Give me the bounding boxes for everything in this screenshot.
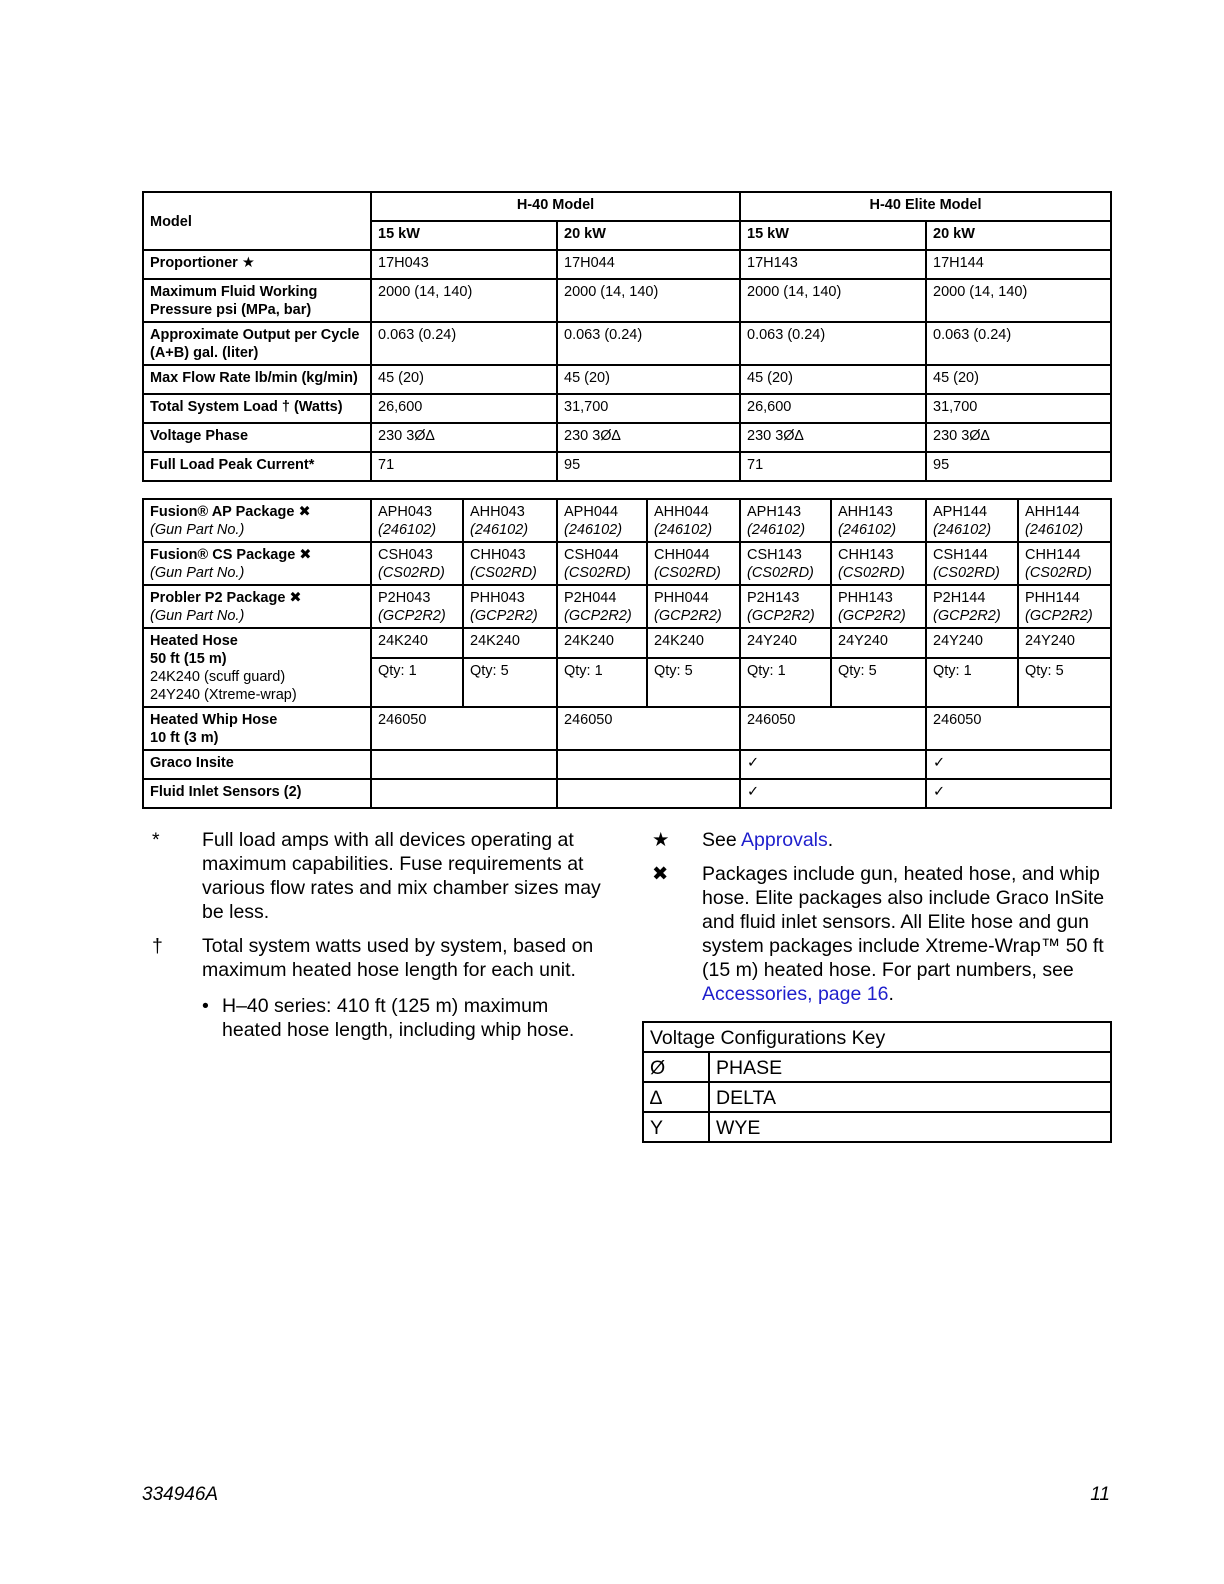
- footnote-packages: [642, 862, 1112, 1006]
- voltage-meaning: WYE: [709, 1112, 1111, 1142]
- voltage-phase-row: [143, 423, 1111, 452]
- cell: 17H043: [371, 250, 557, 279]
- graco-insite-row: [143, 750, 1111, 779]
- cell: APH143 (246102): [740, 499, 831, 542]
- cell: Qty: 1: [740, 658, 831, 707]
- h40-model-header: H-40 Model: [371, 192, 740, 221]
- cell: 24Y240: [740, 628, 831, 658]
- cell: APH044 (246102): [557, 499, 647, 542]
- cell: 26,600: [740, 394, 926, 423]
- dagger-symbol: †: [152, 935, 163, 957]
- accessories-link[interactable]: Accessories, page 16: [702, 983, 889, 1005]
- cell: P2H143 (GCP2R2): [740, 585, 831, 628]
- cell: PHH044 (GCP2R2): [647, 585, 740, 628]
- cell: 2000 (14, 140): [740, 279, 926, 322]
- cell: 2000 (14, 140): [371, 279, 557, 322]
- cell: AHH144 (246102): [1018, 499, 1111, 542]
- cell: [557, 779, 740, 808]
- cell: PHH144 (GCP2R2): [1018, 585, 1111, 628]
- row-label: Approximate Output per Cycle (A+B) gal. (liter): [143, 322, 371, 365]
- footnote-punctuation: .: [827, 829, 834, 851]
- row-label: Proportioner ★: [143, 250, 371, 279]
- row-label: Fusion® CS Package ✖ (Gun Part No.): [143, 542, 371, 585]
- power-header: 15 kW: [740, 221, 926, 250]
- check-cell: ✓: [926, 779, 1111, 808]
- cell: AHH143 (246102): [831, 499, 926, 542]
- footnote-bullet: [202, 994, 612, 1042]
- voltage-key-title-row: [643, 1022, 1111, 1052]
- cell: CSH143 (CS02RD): [740, 542, 831, 585]
- page-number: 11: [1090, 1484, 1110, 1505]
- footnote-text: Total system watts used by system, based on maximum heated hose length for each unit.: [202, 935, 594, 981]
- cell: 24K240: [647, 628, 740, 658]
- cell: CHH043 (CS02RD): [463, 542, 557, 585]
- cell: 17H144: [926, 250, 1111, 279]
- cell: 0.063 (0.24): [740, 322, 926, 365]
- cell: CHH044 (CS02RD): [647, 542, 740, 585]
- footnote-text: Packages include gun, heated hose, and whip hose. Elite packages also include Graco InSite and fluid inlet sensors. All Elite hose and gun system packages include Xtreme-Wrap™ 50 ft (15 m) heated hose. For part numbers, see: [702, 863, 1105, 981]
- cell: CSH043 (CS02RD): [371, 542, 463, 585]
- specifications-table: [142, 191, 1112, 482]
- max-pressure-row: [143, 279, 1111, 322]
- star-symbol: ★: [652, 829, 670, 851]
- cell: Qty: 1: [557, 658, 647, 707]
- cell: 230 3Ø∆: [557, 423, 740, 452]
- fusion-cs-row: [143, 542, 1111, 585]
- cell: AHH044 (246102): [647, 499, 740, 542]
- cell: 17H143: [740, 250, 926, 279]
- cell: CHH143 (CS02RD): [831, 542, 926, 585]
- row-label: Heated Whip Hose 10 ft (3 m): [143, 707, 371, 750]
- check-cell: ✓: [740, 779, 926, 808]
- cell: 230 3Ø∆: [371, 423, 557, 452]
- fusion-ap-row: [143, 499, 1111, 542]
- check-cell: ✓: [740, 750, 926, 779]
- cell: 246050: [371, 707, 557, 750]
- cell: 45 (20): [926, 365, 1111, 394]
- cell: 71: [371, 452, 557, 481]
- cell: CSH144 (CS02RD): [926, 542, 1018, 585]
- voltage-symbol: Y: [643, 1112, 709, 1142]
- cell: 24K240: [371, 628, 463, 658]
- cell: 0.063 (0.24): [371, 322, 557, 365]
- cell: Qty: 5: [647, 658, 740, 707]
- cell: 24K240: [557, 628, 647, 658]
- power-header: 20 kW: [926, 221, 1111, 250]
- cell: 26,600: [371, 394, 557, 423]
- cell: 246050: [926, 707, 1111, 750]
- bullet-text: H–40 series: 410 ft (125 m) maximum heated hose length, including whip hose.: [222, 995, 575, 1041]
- cell: 45 (20): [740, 365, 926, 394]
- power-header: 20 kW: [557, 221, 740, 250]
- cell: [371, 779, 557, 808]
- cell: 24Y240: [926, 628, 1018, 658]
- cell: 24Y240: [831, 628, 926, 658]
- cell: Qty: 5: [463, 658, 557, 707]
- cell: 17H044: [557, 250, 740, 279]
- output-per-cycle-row: [143, 322, 1111, 365]
- cell: P2H044 (GCP2R2): [557, 585, 647, 628]
- whip-hose-row: [143, 707, 1111, 750]
- cell: 246050: [740, 707, 926, 750]
- cell: 230 3Ø∆: [926, 423, 1111, 452]
- cell: 246050: [557, 707, 740, 750]
- voltage-symbol: Ø: [643, 1052, 709, 1082]
- footnote-system-load: [142, 934, 612, 1042]
- voltage-meaning: DELTA: [709, 1082, 1111, 1112]
- row-label: Probler P2 Package ✖ (Gun Part No.): [143, 585, 371, 628]
- row-label: Fusion® AP Package ✖ (Gun Part No.): [143, 499, 371, 542]
- asterisk-symbol: *: [152, 829, 160, 851]
- cell: 24Y240: [1018, 628, 1111, 658]
- cross-symbol: ✖: [652, 863, 669, 885]
- system-load-row: [143, 394, 1111, 423]
- voltage-configurations-key: [642, 1021, 1112, 1143]
- document-number: 334946A: [142, 1484, 219, 1505]
- cell: APH144 (246102): [926, 499, 1018, 542]
- approvals-link[interactable]: Approvals: [741, 829, 828, 851]
- voltage-key-row: [643, 1112, 1111, 1142]
- footnotes-left: [142, 828, 612, 1052]
- cell: P2H043 (GCP2R2): [371, 585, 463, 628]
- cell: 45 (20): [371, 365, 557, 394]
- footnote-full-load: [142, 828, 612, 924]
- check-cell: ✓: [926, 750, 1111, 779]
- cell: [557, 750, 740, 779]
- row-label: Graco Insite: [143, 750, 371, 779]
- fluid-inlet-sensors-row: [143, 779, 1111, 808]
- row-label: Total System Load † (Watts): [143, 394, 371, 423]
- h40-elite-model-header: H-40 Elite Model: [740, 192, 1111, 221]
- power-header: 15 kW: [371, 221, 557, 250]
- voltage-symbol: ∆: [643, 1082, 709, 1112]
- row-label: Max Flow Rate lb/min (kg/min): [143, 365, 371, 394]
- cell: 0.063 (0.24): [557, 322, 740, 365]
- model-label: Model: [143, 192, 371, 250]
- peak-current-row: [143, 452, 1111, 481]
- cell: 31,700: [926, 394, 1111, 423]
- cell: AHH043 (246102): [463, 499, 557, 542]
- cell: 0.063 (0.24): [926, 322, 1111, 365]
- row-label: Maximum Fluid Working Pressure psi (MPa, bar): [143, 279, 371, 322]
- cell: Qty: 1: [371, 658, 463, 707]
- cell: 31,700: [557, 394, 740, 423]
- heated-hose-row: [143, 628, 1111, 658]
- cell: 2000 (14, 140): [557, 279, 740, 322]
- cell: P2H144 (GCP2R2): [926, 585, 1018, 628]
- footnote-text: See: [702, 829, 742, 851]
- cell: Qty: 5: [1018, 658, 1111, 707]
- cell: 45 (20): [557, 365, 740, 394]
- row-label: Heated Hose 50 ft (15 m) 24K240 (scuff guard) 24Y240 (Xtreme-wrap): [143, 628, 371, 707]
- max-flow-row: [143, 365, 1111, 394]
- packages-table: [142, 498, 1112, 809]
- cell: CSH044 (CS02RD): [557, 542, 647, 585]
- cell: Qty: 1: [926, 658, 1018, 707]
- cell: [371, 750, 557, 779]
- row-label: Full Load Peak Current*: [143, 452, 371, 481]
- cell: 71: [740, 452, 926, 481]
- footnote-punctuation: .: [888, 983, 894, 1005]
- footnote-text: Full load amps with all devices operating at maximum capabilities. Fuse requirements at various flow rates and mix chamber sizes may be less.: [202, 829, 601, 923]
- row-label: Fluid Inlet Sensors (2): [143, 779, 371, 808]
- cell: 24K240: [463, 628, 557, 658]
- cell: 95: [926, 452, 1111, 481]
- cell: 95: [557, 452, 740, 481]
- cell: PHH143 (GCP2R2): [831, 585, 926, 628]
- cell: Qty: 5: [831, 658, 926, 707]
- voltage-key-row: [643, 1052, 1111, 1082]
- footnote-approvals: [642, 828, 1112, 852]
- voltage-meaning: PHASE: [709, 1052, 1111, 1082]
- cell: PHH043 (GCP2R2): [463, 585, 557, 628]
- voltage-key-title: Voltage Configurations Key: [643, 1022, 1111, 1052]
- cell: CHH144 (CS02RD): [1018, 542, 1111, 585]
- voltage-key-row: [643, 1082, 1111, 1112]
- cell: 230 3Ø∆: [740, 423, 926, 452]
- bullet-dot-icon: •: [202, 995, 209, 1017]
- probler-p2-row: [143, 585, 1111, 628]
- proportioner-row: [143, 250, 1111, 279]
- model-header-row: [143, 192, 1111, 221]
- cell: 2000 (14, 140): [926, 279, 1111, 322]
- cell: APH043 (246102): [371, 499, 463, 542]
- footnotes-right: [642, 828, 1112, 1016]
- row-label: Voltage Phase: [143, 423, 371, 452]
